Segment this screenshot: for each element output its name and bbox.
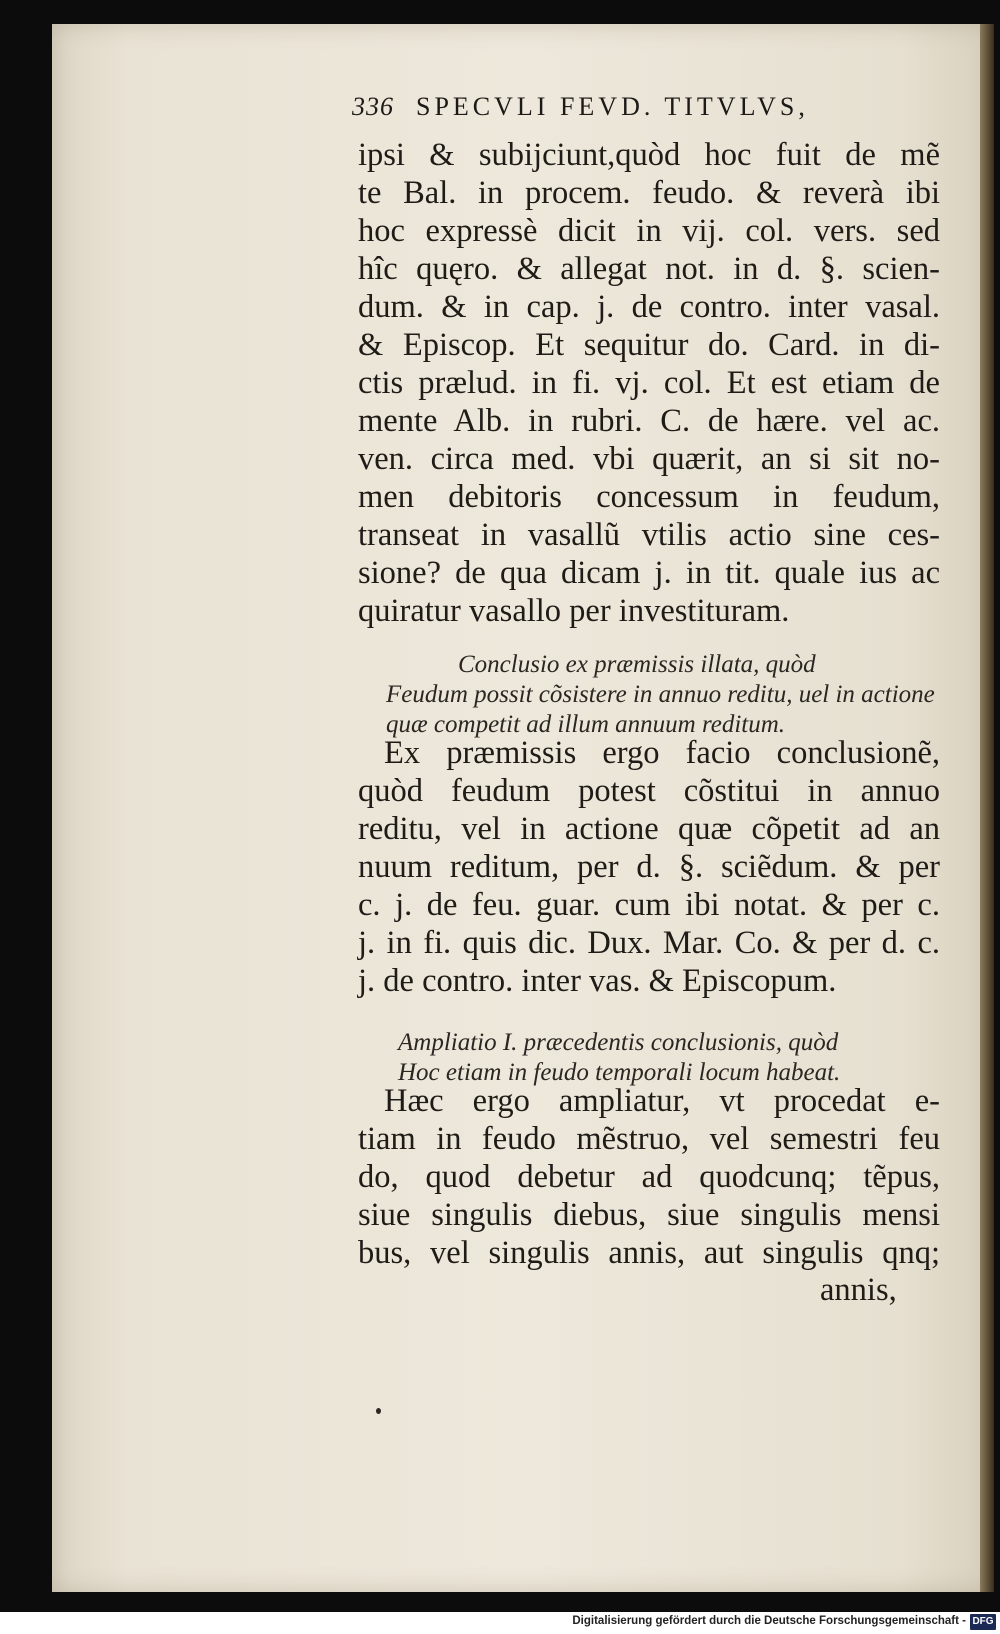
text-line: hîc quęro. & allegat not. in d. §. scien- [358, 251, 940, 287]
text-line: do, quod debetur ad quodcunq; tẽpus, [358, 1159, 940, 1195]
text-line: mente Alb. in rubri. C. de hære. vel ac. [358, 403, 940, 439]
text-line: men debitoris concessum in feudum, [358, 479, 940, 515]
digitization-credit: Digitalisierung gefördert durch die Deutsche Forschungsgemeinschaft - [572, 1615, 966, 1627]
text-line: nuum reditum, per d. §. sciẽdum. & per [358, 849, 940, 885]
paragraph-2 [358, 734, 940, 1000]
text-line: quòd feudum potest cõstitui in annuo [358, 773, 940, 809]
running-title: SPECVLI FEVD. TITVLVS, [416, 92, 809, 121]
text-line: te Bal. in procem. feudo. & reverà ibi [358, 175, 940, 211]
summary-line: quæ competit ad illum annuum reditum. [386, 711, 786, 738]
text-line: quiratur vasallo per investituram. [358, 593, 790, 629]
text-line: Ex præmissis ergo facio conclusionẽ, [384, 735, 940, 771]
text-line: ctis prælud. in fi. vj. col. Et est etiam de [358, 365, 940, 401]
summary-line: Ampliatio I. præcedentis conclusionis, quòd [398, 1029, 839, 1056]
text-line: dum. & in cap. j. de contro. inter vasal. [358, 289, 940, 325]
running-head [352, 92, 892, 132]
text-line: bus, vel singulis annis, aut singulis qnq; [358, 1235, 940, 1271]
text-line: sione? de qua dicam j. in tit. quale ius ac [358, 555, 940, 591]
summary-line: Hoc etiam in feudo temporali locum habeat. [398, 1059, 841, 1086]
page-number: 336 [352, 92, 394, 121]
text-line: reditu, vel in actione quæ cõpetit ad an [358, 811, 940, 847]
catchword: annis, [820, 1272, 897, 1308]
text-line: ven. circa med. vbi quærit, an si sit no- [358, 441, 940, 477]
summary-line: Feudum possit cõsistere in annuo reditu, uel in actione [386, 681, 935, 708]
text-line: ipsi & subijciunt,quòd hoc fuit de mẽ [358, 137, 940, 173]
text-line: j. in fi. quis dic. Dux. Mar. Co. & per d. c. [358, 925, 940, 961]
text-line: hoc expressè dicit in vij. col. vers. sed [358, 213, 940, 249]
page-edge [980, 24, 994, 1592]
text-line: tiam in feudo mẽstruo, vel semestri feu [358, 1121, 940, 1157]
text-line: j. de contro. inter vas. & Episcopum. [358, 963, 837, 999]
text-line: & Episcop. Et sequitur do. Card. in di- [358, 327, 940, 363]
text-line: siue singulis diebus, siue singulis mensi [358, 1197, 940, 1233]
dfg-logo: DFG [970, 1614, 996, 1630]
text-line: Hæc ergo ampliatur, vt procedat e- [384, 1083, 940, 1119]
marginal-summary-2 [386, 1028, 946, 1088]
text-line: c. j. de feu. guar. cum ibi notat. & per c. [358, 887, 940, 923]
summary-line: Conclusio ex præmissis illata, quòd [458, 651, 816, 678]
paragraph-3 [358, 1082, 940, 1272]
marginal-summary-1 [386, 650, 946, 740]
paragraph-1 [358, 136, 940, 630]
text-line: transeat in vasallũ vtilis actio sine ces- [358, 517, 940, 553]
ink-speck [376, 1408, 381, 1414]
